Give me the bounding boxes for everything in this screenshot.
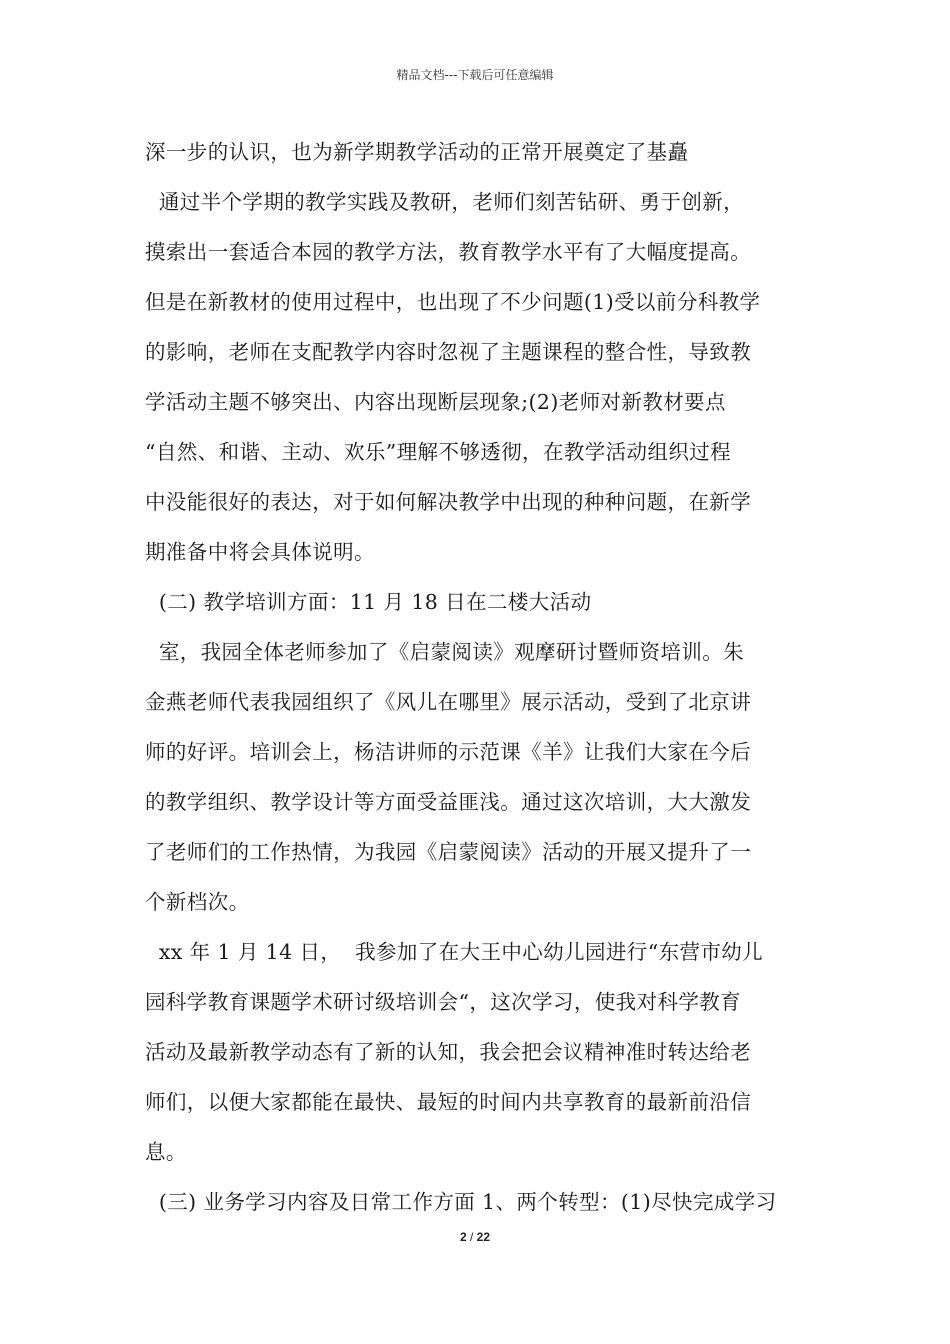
text-line: 了老师们的工作热情，为我园《启蒙阅读》活动的开展又提升了一 (145, 840, 752, 864)
text-line: 深一步的认识，也为新学期教学活动的正常开展奠定了基矗 (145, 140, 689, 164)
text-line: (二) 教学培训方面：11 月 18 日在二楼大活动 (145, 590, 592, 614)
text-line: (三) 业务学习内容及日常工作方面 1、两个转型：(1)尽快完成学习 (145, 1190, 777, 1214)
text-line: 息。 (145, 1140, 187, 1164)
page-separator: / (466, 1230, 477, 1244)
text-line: 的教学组织、教学设计等方面受益匪浅。通过这次培训，大大激发 (145, 790, 752, 814)
text-line: 园科学教育课题学术研讨级培训会“，这次学习，使我对科学教育 (145, 990, 742, 1014)
page-total: 22 (476, 1230, 491, 1244)
text-line: 活动及最新教学动态有了新的认知，我会把会议精神准时转达给老 (145, 1040, 752, 1064)
page-current: 2 (459, 1230, 467, 1244)
text-line: 中没能很好的表达，对于如何解决教学中出现的种种问题，在新学 (145, 490, 752, 514)
text-line: 师的好评。培训会上，杨洁讲师的示范课《羊》让我们大家在今后 (145, 740, 752, 764)
text-line: 摸索出一套适合本园的教学方法，教育教学水平有了大幅度提高。 (145, 240, 752, 264)
text-line: xx 年 1 月 14 日， 我参加了在大王中心幼儿园进行“东营市幼儿 (145, 940, 764, 964)
page-header: 精品文档---下载后可任意编辑 (396, 68, 554, 82)
text-line: 学活动主题不够突出、内容出现断层现象;(2)老师对新教材要点 (145, 390, 726, 414)
text-line: 通过半个学期的教学实践及教研，老师们刻苦钻研、勇于创新， (145, 190, 745, 214)
text-line: 室，我园全体老师参加了《启蒙阅读》观摩研讨暨师资培训。朱 (145, 640, 745, 664)
text-line: 但是在新教材的使用过程中，也出现了不少问题(1)受以前分科教学 (145, 290, 761, 314)
text-line: 期准备中将会具体说明。 (145, 540, 375, 564)
body-text (145, 127, 810, 1227)
text-line: 金燕老师代表我园组织了《风儿在哪里》展示活动，受到了北京讲 (145, 690, 752, 714)
text-line: 师们，以便大家都能在最快、最短的时间内共享教育的最新前沿信 (145, 1090, 752, 1114)
page-number (0, 1230, 950, 1244)
text-line: 的影响，老师在支配教学内容时忽视了主题课程的整合性，导致教 (145, 340, 752, 364)
text-line: “自然、和谐、主动、欢乐”理解不够透彻，在教学活动组织过程 (145, 440, 732, 464)
text-line: 个新档次。 (145, 890, 250, 914)
